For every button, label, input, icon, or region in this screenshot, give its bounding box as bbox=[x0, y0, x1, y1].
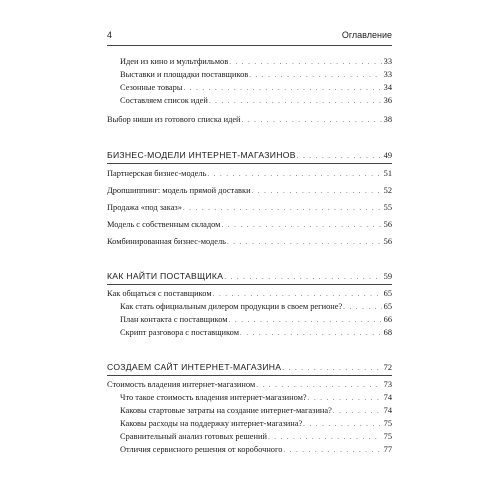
toc-entry-page: 65 bbox=[383, 302, 392, 311]
toc-entry-page: 33 bbox=[383, 70, 392, 79]
leader-dots bbox=[249, 69, 381, 81]
toc-entry[interactable] bbox=[120, 56, 392, 68]
chapter-rule bbox=[107, 375, 392, 376]
leader-dots bbox=[333, 405, 382, 417]
toc-entry[interactable] bbox=[107, 288, 392, 300]
toc-entry-title: Стоимость владения интернет-магазином bbox=[107, 380, 256, 389]
toc-entry[interactable] bbox=[107, 219, 392, 231]
leader-dots bbox=[209, 95, 382, 107]
toc-chapter[interactable] bbox=[107, 270, 392, 282]
leader-dots bbox=[343, 301, 381, 313]
toc-entry[interactable] bbox=[107, 379, 392, 391]
toc-entry[interactable] bbox=[120, 392, 392, 404]
leader-dots bbox=[303, 418, 381, 430]
toc-chapter-title: БИЗНЕС-МОДЕЛИ ИНТЕРНЕТ-МАГАЗИНОВ bbox=[107, 150, 296, 160]
toc-entry-title: Каковы стартовые затраты на создание интернет-магазина? bbox=[120, 406, 332, 415]
toc-entry-title: Как общаться с поставщиком bbox=[107, 289, 212, 298]
section-title: Оглавление bbox=[341, 30, 392, 40]
leader-dots bbox=[229, 314, 382, 326]
toc-chapter[interactable] bbox=[107, 361, 392, 373]
toc-entry[interactable] bbox=[107, 202, 392, 214]
toc-entry-page: 66 bbox=[383, 315, 392, 324]
toc-entry[interactable] bbox=[107, 114, 392, 126]
toc-chapter-page: 72 bbox=[383, 363, 392, 372]
toc-entry-title: Идеи из кино и мультфильмов bbox=[120, 57, 229, 66]
toc-entry-page: 75 bbox=[383, 419, 392, 428]
leader-dots bbox=[183, 82, 381, 94]
toc-entry-page: 55 bbox=[383, 203, 392, 212]
toc-chapter-title: КАК НАЙТИ ПОСТАВЩИКА bbox=[107, 271, 224, 281]
toc-entry-page: 74 bbox=[383, 406, 392, 415]
toc-entry[interactable] bbox=[120, 327, 392, 339]
toc-entry[interactable] bbox=[120, 314, 392, 326]
toc-entry-title: Модель с собственным складом bbox=[107, 220, 221, 229]
toc-entry[interactable] bbox=[107, 168, 392, 180]
toc-entry-page: 33 bbox=[383, 57, 392, 66]
toc-entry-page: 51 bbox=[383, 169, 392, 178]
toc-entry-page: 77 bbox=[383, 445, 392, 454]
toc-chapter-title: СОЗДАЕМ САЙТ ИНТЕРНЕТ-МАГАЗИНА bbox=[107, 362, 282, 372]
running-header bbox=[107, 30, 392, 44]
toc-entry-title: Комбинированная бизнес-модель bbox=[107, 237, 226, 246]
chapter-rule bbox=[107, 284, 392, 285]
toc-entry-title: Сравнительный анализ готовых решений bbox=[120, 432, 267, 441]
leader-dots bbox=[227, 236, 382, 248]
toc-entry-title: Отличия сервисного решения от коробочного bbox=[120, 445, 283, 454]
toc-entry-page: 68 bbox=[383, 328, 392, 337]
chapter-rule bbox=[107, 163, 392, 164]
toc-entry-page: 36 bbox=[383, 96, 392, 105]
toc-entry-title: Дропшиппинг: модель прямой доставки bbox=[107, 186, 251, 195]
toc-entry[interactable] bbox=[120, 95, 392, 107]
toc-entry-page: 74 bbox=[383, 393, 392, 402]
toc-entry-page: 56 bbox=[383, 237, 392, 246]
toc-entry-title: Продажа «под заказ» bbox=[107, 203, 182, 212]
leader-dots bbox=[242, 114, 382, 126]
toc-entry[interactable] bbox=[107, 185, 392, 197]
leader-dots bbox=[268, 431, 382, 443]
leader-dots bbox=[213, 288, 382, 300]
toc-entry-title: План контакта с поставщиком bbox=[120, 315, 228, 324]
toc-entry[interactable] bbox=[120, 301, 392, 313]
leader-dots bbox=[224, 271, 381, 283]
leader-dots bbox=[252, 185, 382, 197]
toc-entry[interactable] bbox=[120, 431, 392, 443]
toc-entry-title: Что такое стоимость владения интернет-магазином? bbox=[120, 393, 307, 402]
leader-dots bbox=[207, 168, 381, 180]
leader-dots bbox=[229, 56, 381, 68]
leader-dots bbox=[240, 327, 382, 339]
leader-dots bbox=[297, 150, 382, 162]
toc-entry[interactable] bbox=[120, 69, 392, 81]
toc-entry-title: Как стать официальным дилером продукции в своем регионе? bbox=[120, 302, 343, 311]
leader-dots bbox=[283, 444, 381, 456]
toc-entry-page: 75 bbox=[383, 432, 392, 441]
toc-chapter[interactable] bbox=[107, 149, 392, 161]
toc-chapter-page: 59 bbox=[383, 272, 392, 281]
page-number: 4 bbox=[107, 30, 113, 40]
leader-dots bbox=[183, 202, 382, 214]
toc-entry-title: Составляем список идей bbox=[120, 96, 208, 105]
toc-entry-title: Скрипт разговора с поставщиком bbox=[120, 328, 240, 337]
toc-entry-title: Каковы расходы на поддержку интернет-магазина? bbox=[120, 419, 303, 428]
toc-entry-page: 52 bbox=[383, 186, 392, 195]
leader-dots bbox=[308, 392, 382, 404]
toc-entry-title: Партнерская бизнес-модель bbox=[107, 169, 207, 178]
toc-entry-page: 65 bbox=[383, 289, 392, 298]
leader-dots bbox=[222, 219, 382, 231]
toc-entry[interactable] bbox=[120, 82, 392, 94]
toc-entry-title: Сезонные товары bbox=[120, 83, 183, 92]
toc-entry-page: 38 bbox=[383, 115, 392, 124]
toc-entry[interactable] bbox=[120, 418, 392, 430]
leader-dots bbox=[282, 362, 381, 374]
toc-entry[interactable] bbox=[107, 236, 392, 248]
toc-entry-page: 34 bbox=[383, 83, 392, 92]
toc-chapter-page: 49 bbox=[383, 151, 392, 160]
toc-entry-title: Выставки и площадки поставщиков bbox=[120, 70, 249, 79]
toc-entry-page: 73 bbox=[383, 380, 392, 389]
toc-entry[interactable] bbox=[120, 405, 392, 417]
header-rule bbox=[107, 45, 392, 46]
leader-dots bbox=[256, 379, 381, 391]
toc-entry-page: 56 bbox=[383, 220, 392, 229]
toc-entry[interactable] bbox=[120, 444, 392, 456]
toc-entry-title: Выбор ниши из готового списка идей bbox=[107, 115, 241, 124]
